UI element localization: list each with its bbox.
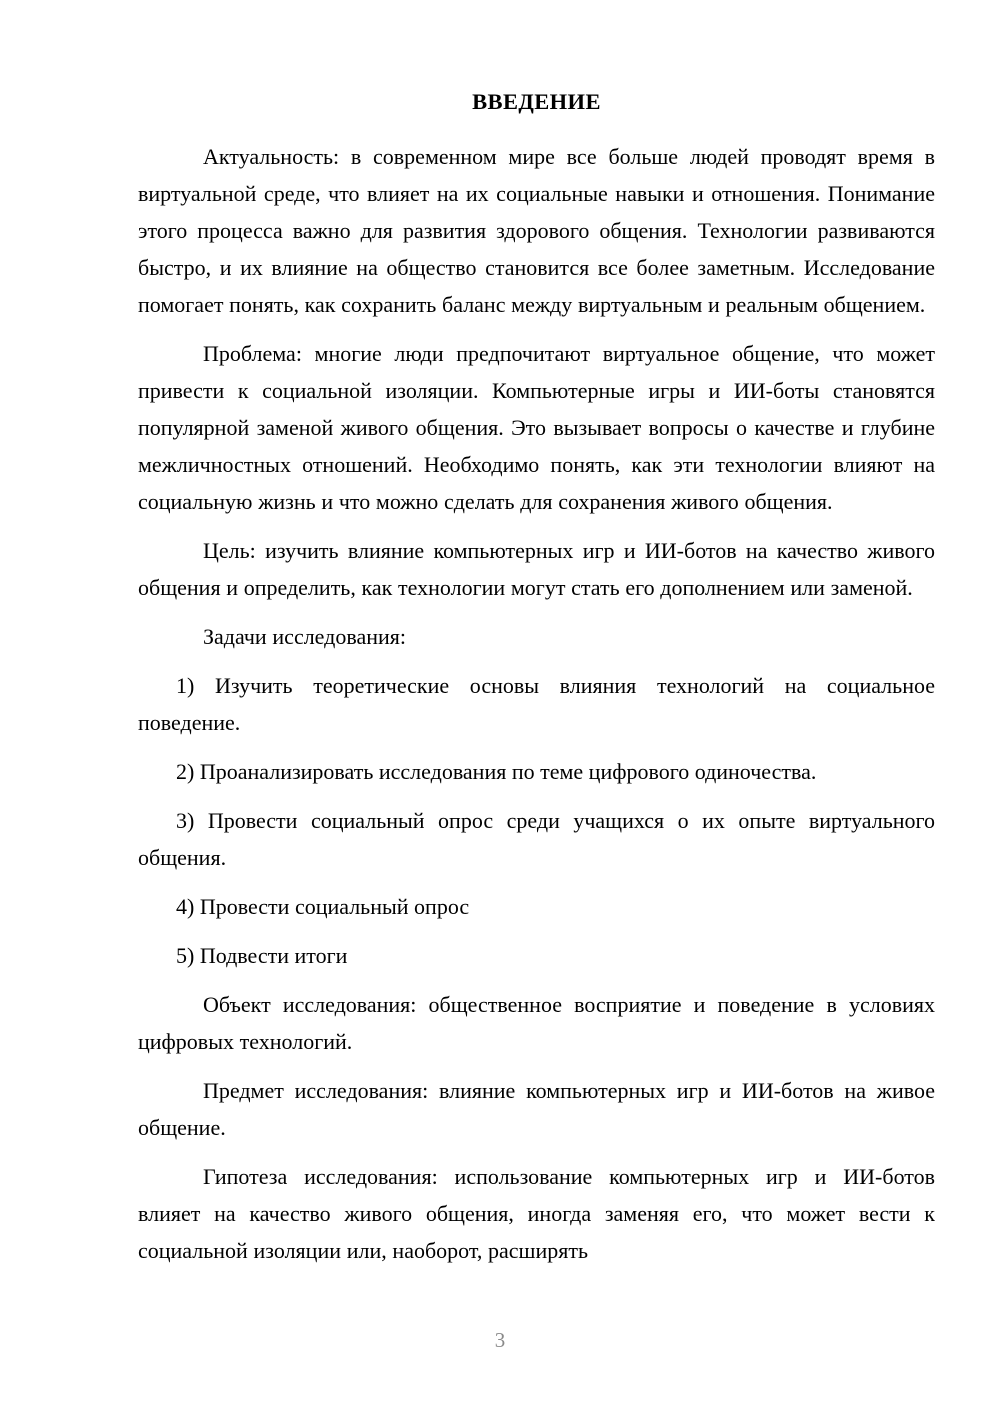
task-item-5: 5) Подвести итоги — [176, 943, 348, 969]
paragraph-object: Объект исследования: общественное восприятие и поведение в условиях цифровых технологий. — [138, 992, 935, 1055]
page-number: 3 — [494, 1328, 506, 1352]
paragraph-goal: Цель: изучить влияние компьютерных игр и ИИ-ботов на качество живого общения и определить, как технологии могут стать его дополнением или заменой. — [138, 538, 935, 601]
paragraph-problem: Проблема: многие люди предпочитают виртуальное общение, что может привести к социальной изоляции. Компьютерные игры и ИИ-боты становятся популярной заменой живого общения. Это вызывает вопросы о качестве и глубине межличностных отношений. Необходимо понять, как эти технологии влияют на социальную жизнь и что можно сделать для сохранения живого общения. — [138, 341, 935, 515]
paragraph-relevance: Актуальность: в современном мире все больше людей проводят время в виртуальной среде, что влияет на их социальные навыки и отношения. Понимание этого процесса важно для развития здорового общения. Технологии развиваются быстро, и их влияние на общество становится все более заметным. Исследование помогает понять, как сохранить баланс между виртуальным и реальным общением. — [138, 144, 935, 318]
tasks-heading: Задачи исследования: — [203, 624, 406, 650]
task-item-4: 4) Провести социальный опрос — [176, 894, 470, 920]
page-content — [138, 88, 935, 1269]
task-item-1: 1) Изучить теоретические основы влияния технологий на социальное поведение. — [138, 673, 935, 736]
paragraph-hypothesis: Гипотеза исследования: использование компьютерных игр и ИИ-ботов влияет на качество живого общения, иногда заменяя его, что может вести к социальной изоляции или, наоборот, расширять — [138, 1164, 935, 1264]
task-item-3: 3) Провести социальный опрос среди учащихся о их опыте виртуального общения. — [138, 808, 935, 871]
task-item-2: 2) Проанализировать исследования по теме цифрового одиночества. — [176, 759, 817, 785]
page-title: ВВЕДЕНИЕ — [472, 89, 601, 114]
paragraph-subject: Предмет исследования: влияние компьютерных игр и ИИ-ботов на живое общение. — [138, 1078, 935, 1141]
